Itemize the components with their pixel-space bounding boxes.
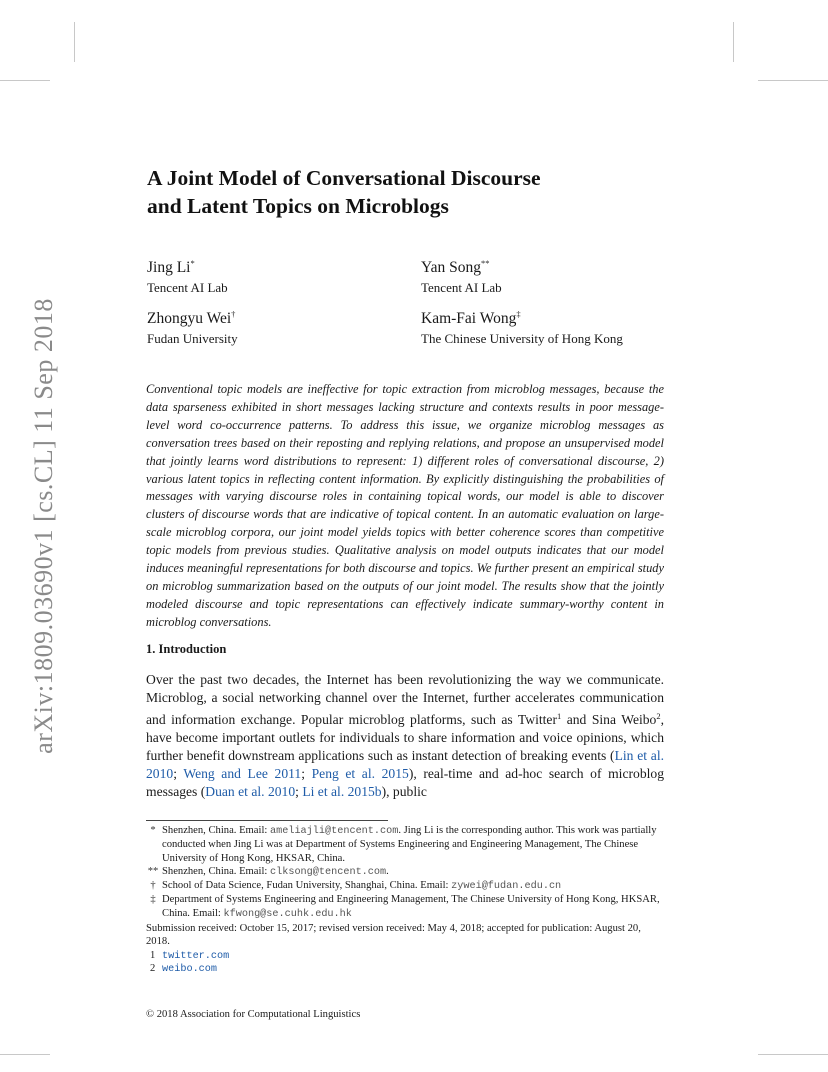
email-address: kfwong@se.cuhk.edu.hk [223, 908, 352, 920]
footnote-ref-1: 1 [557, 711, 562, 721]
crop-mark-top-right [733, 22, 734, 62]
author-block-4 [421, 305, 623, 348]
footnote-text: Shenzhen, China. Email: [162, 865, 270, 877]
author-block-3 [147, 305, 238, 348]
intro-text: ; [173, 766, 184, 781]
author-mark: † [231, 309, 236, 319]
author-block-2 [421, 254, 502, 297]
author-affiliation: Tencent AI Lab [421, 280, 502, 295]
footnote-text: Department of Systems Engineering and Engineering Management, The Chinese University of Hong Kong, HKSAR, China. Email: [162, 894, 660, 919]
author-mark: ‡ [516, 309, 521, 319]
footnote-text: Shenzhen, China. Email: [162, 825, 270, 836]
weibo-link[interactable]: weibo.com [162, 964, 218, 975]
email-address: zywei@fudan.edu.cn [451, 881, 562, 893]
crop-mark-top-left-h [0, 80, 50, 81]
citation-link[interactable]: Peng et al. 2015 [311, 766, 409, 781]
section-heading: 1. Introduction [146, 642, 227, 656]
submission-info: Submission received: October 15, 2017; revised version received: May 4, 2018; accepted for publication: August 20, 2018. [146, 923, 641, 948]
email-address: ameliajli@tencent.com [269, 826, 399, 837]
footnote-symbol: † [150, 880, 156, 892]
footnote-symbol: ** [147, 865, 159, 877]
url-footnote-2 [150, 962, 217, 976]
citation-link[interactable]: Lin et al. 2010 [146, 748, 664, 781]
crop-mark-top-left [74, 22, 75, 62]
citation-link[interactable]: Li et al. 2015b [302, 784, 382, 799]
citation-link[interactable]: Weng and Lee 2011 [183, 766, 302, 781]
author-name: Kam-Fai Wong [421, 310, 517, 327]
author-name: Jing Li [147, 259, 191, 276]
intro-text: ; [295, 784, 303, 799]
title-line-1: A Joint Model of Conversational Discourse [147, 166, 541, 190]
intro-text: ), real-time and ad-hoc search of microblog messages ( [146, 766, 664, 799]
crop-mark-bottom-right-h [758, 1054, 828, 1055]
arxiv-identifier: arXiv:1809.03690v1 [cs.CL] 11 Sep 2018 [29, 298, 58, 754]
footnote-item [146, 824, 666, 865]
author-mark: * [190, 258, 195, 268]
author-name: Zhongyu Wei [147, 310, 232, 327]
url-footnote-number: 1 [150, 950, 156, 961]
footnote-item [146, 865, 666, 879]
footnote-item [146, 879, 666, 893]
footnote-text: . [386, 865, 389, 877]
author-affiliation: The Chinese University of Hong Kong [421, 331, 623, 346]
crop-mark-bottom-left-h [0, 1054, 50, 1055]
author-name: Yan Song [421, 259, 482, 276]
intro-text: ), public [381, 784, 427, 799]
author-block-1 [147, 254, 228, 297]
url-footnote-1 [150, 949, 229, 963]
author-affiliation: Tencent AI Lab [147, 280, 228, 295]
copyright-notice: © 2018 Association for Computational Linguistics [146, 1009, 361, 1020]
footnote-symbol: ‡ [150, 894, 156, 906]
footnote-item [146, 893, 666, 921]
title-line-2: and Latent Topics on Microblogs [147, 194, 449, 218]
intro-paragraph [146, 671, 664, 801]
email-address: clksong@tencent.com [269, 866, 387, 878]
crop-mark-top-right-h [758, 80, 828, 81]
author-mark: ** [481, 258, 490, 268]
footnote-text: . Jing Li is the corresponding author. This work was partially conducted when Jing Li was at Department of Systems Engineering and Engineering Management, The Chinese University of Hong Kong, HKSAR, China. [162, 825, 657, 864]
citation-link[interactable]: Duan et al. 2010 [205, 784, 296, 799]
footnotes [146, 824, 666, 921]
paper-title [147, 164, 667, 220]
footnote-symbol: * [150, 825, 156, 836]
url-footnote-number: 2 [150, 963, 156, 974]
footnote-text: School of Data Science, Fudan University, Shanghai, China. Email: [162, 880, 452, 892]
footnote-rule [146, 820, 388, 821]
twitter-link[interactable]: twitter.com [162, 951, 230, 962]
intro-text: Over the past two decades, the Internet has been revolutionizing the way we communicate. Microblog, a social networking channel over the Internet, further accelerates communication and information exchange. Popular microblog platforms, such as Twitter [146, 672, 664, 727]
intro-text: and Sina Weibo [561, 712, 657, 727]
footnote-ref-2: 2 [656, 711, 661, 721]
intro-text: , have become important outlets for individuals to share information and voice opinions, which further benefit downstream applications such as instant detection of breaking events ( [146, 712, 665, 763]
intro-text: ; [301, 766, 312, 781]
abstract: Conventional topic models are ineffective for topic extraction from microblog messages, because the data sparseness exhibited in short messages lacking structure and contexts results in poor message-level word co-occurrence patterns. To address this issue, we organize microblog messages as conversation trees based on their reposting and replying relations, and propose an unsupervised model that jointly learns word distributions to represent: 1) different roles of conversational discourse, 2) various latent topics in reflecting content information. By explicitly distinguishing the probabilities of messages with varying discourse roles in containing topical words, our model is able to discover clusters of discourse words that are indicative of topical content. In an automatic evaluation on large-scale microblog corpora, our joint model yields topics with better coherence scores than competitive topic models from previous studies. Qualitative analysis on model outputs indicates that our model induces meaningful representations for both discourse and topics. We further present an empirical study on microblog summarization based on the outputs of our joint model. The results show that the jointly modeled discourse and topic representations can effectively indicate summary-worthy content in microblog conversations. [146, 382, 664, 629]
author-affiliation: Fudan University [147, 331, 238, 346]
